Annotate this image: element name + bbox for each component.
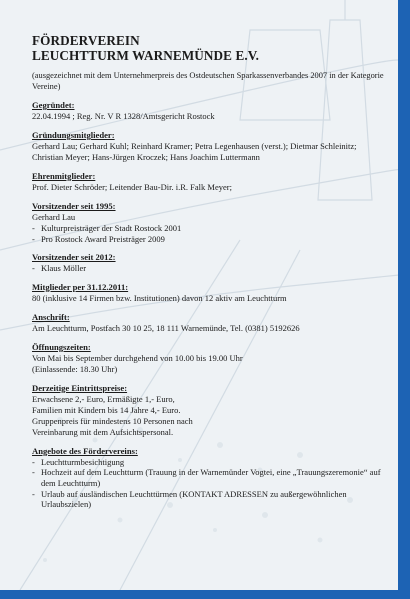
section-founded xyxy=(32,100,384,122)
price-line: Familien mit Kindern bis 14 Jahre 4,- Euro. xyxy=(32,404,181,415)
list-item: - Urlaub auf ausländischen Leuchttürmen (KONTAKT ADRESSEN zu außergewöhnlichen Urlaubszielen) xyxy=(32,489,384,510)
section-heading: Anschrift: xyxy=(32,311,70,322)
section-hours xyxy=(32,342,384,375)
section-heading: Öffnungszeiten: xyxy=(32,341,91,352)
section-members xyxy=(32,282,384,304)
section-heading: Vorsitzender seit 2012: xyxy=(32,252,116,263)
list-item: - Leuchtturmbesichtigung xyxy=(32,457,384,468)
price-line: Vereinbarung mit dem Aufsichtspersonal. xyxy=(32,426,174,437)
list-item: - Klaus Möller xyxy=(32,263,384,274)
section-text: 80 (inklusive 14 Firmen bzw. Institutionen) davon 12 aktiv am Leuchtturm xyxy=(32,292,287,303)
document-content xyxy=(32,34,384,510)
section-heading: Derzeitige Eintrittspreise: xyxy=(32,382,128,393)
section-text: 22.04.1994 ; Reg. Nr. V R 1328/Amtsgericht Rostock xyxy=(32,111,215,121)
section-heading: Mitglieder per 31.12.2011: xyxy=(32,281,129,292)
hours-line: (Einlassende: 18.30 Uhr) xyxy=(32,363,118,374)
section-chair-2012 xyxy=(32,252,384,274)
section-heading: Ehrenmitglieder: xyxy=(32,171,96,181)
section-heading: Gründungsmitglieder: xyxy=(32,130,115,140)
price-line: Gruppenpreis für mindestens 10 Personen nach xyxy=(32,415,193,426)
section-founders xyxy=(32,130,384,163)
section-heading: Angebote des Fördervereins: xyxy=(32,445,138,456)
section-address xyxy=(32,312,384,334)
award-note: (ausgezeichnet mit dem Unternehmerpreis des Ostdeutschen Sparkassenverbandes 2007 in der Kategorie Vereine) xyxy=(32,71,384,91)
section-text: Prof. Dieter Schröder; Leitender Bau-Dir. i.R. Falk Meyer; xyxy=(32,182,232,192)
chair-name: Gerhard Lau xyxy=(32,212,76,222)
section-heading: Vorsitzender seit 1995: xyxy=(32,201,116,211)
section-heading: Gegründet: xyxy=(32,100,75,110)
section-prices xyxy=(32,383,384,438)
list-item: - Pro Rostock Award Preisträger 2009 xyxy=(32,234,384,245)
section-honorary xyxy=(32,171,384,193)
title-line-1: FÖRDERVEREIN xyxy=(32,33,140,48)
title-line-2: LEUCHTTURM WARNEMÜNDE E.V. xyxy=(32,47,260,63)
section-chair-1995 xyxy=(32,201,384,244)
price-line: Erwachsene 2,- Euro, Ermäßigte 1,- Euro, xyxy=(32,393,175,404)
list-item: - Hochzeit auf dem Leuchtturm (Trauung in der Warnemünder Vogtei, eine „Trauungszeremonie“ auf dem Leuchtturm) xyxy=(32,467,384,488)
document-title xyxy=(32,34,384,63)
section-text: Gerhard Lau; Gerhard Kuhl; Reinhard Kramer; Petra Legenhausen (verst.); Dietmar Schleinitz; Christian Meyer; Hans-Jürgen Kroczek; Hans Joachim Luttermann xyxy=(32,141,357,162)
hours-line: Von Mai bis September durchgehend von 10.00 bis 19.00 Uhr xyxy=(32,352,243,363)
section-offers xyxy=(32,446,384,510)
section-text: Am Leuchtturm, Postfach 30 10 25, 18 111 Warnemünde, Tel. (0381) 5192626 xyxy=(32,322,300,333)
list-item: - Kulturpreisträger der Stadt Rostock 2001 xyxy=(32,223,384,234)
